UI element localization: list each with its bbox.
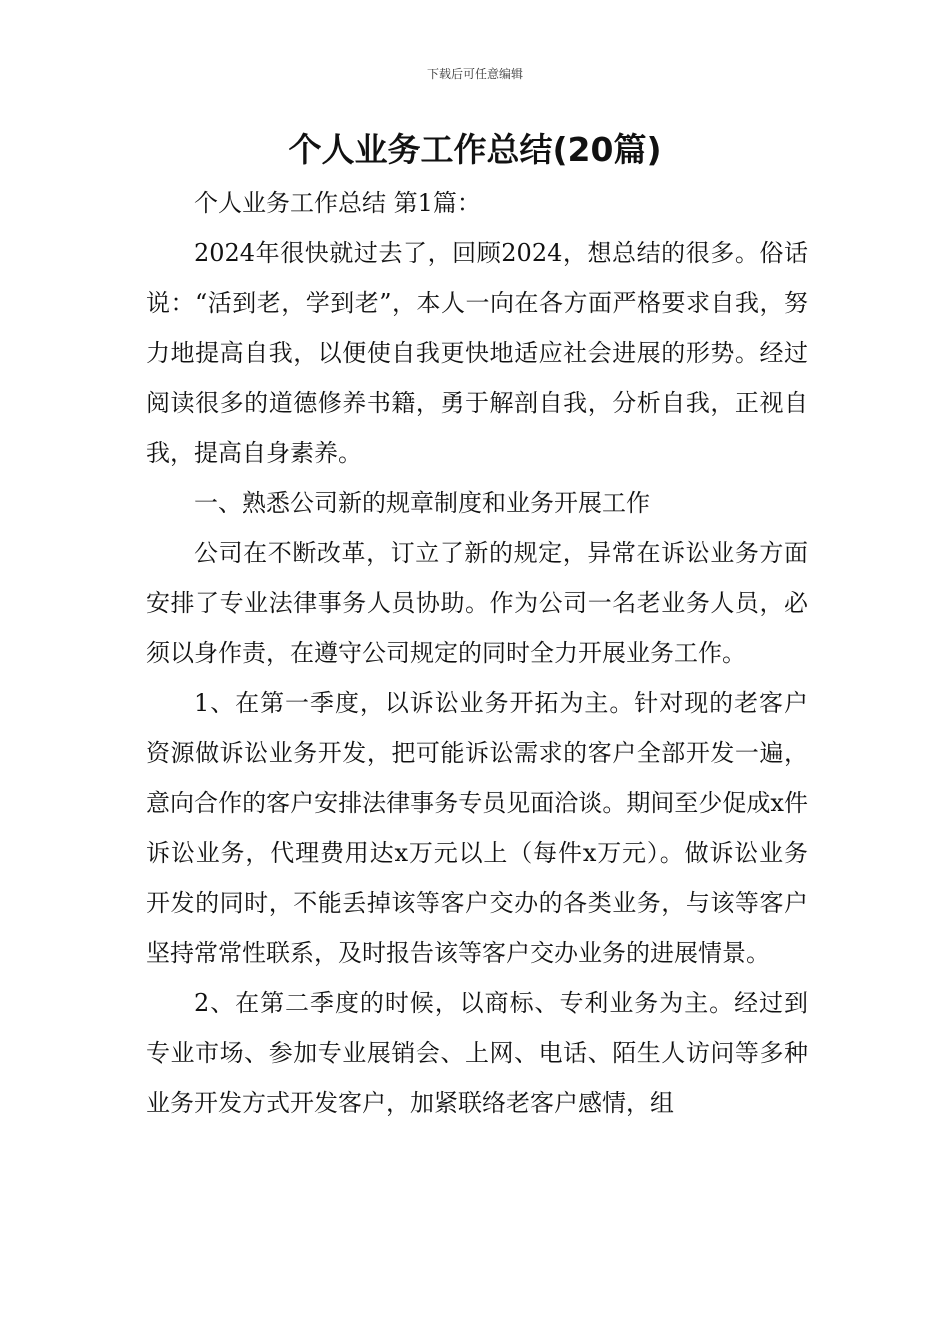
section-heading: 个人业务工作总结 第1篇： [194, 189, 481, 217]
paragraph: 公司在不断改革，订立了新的规定，异常在诉讼业务方面安排了专业法律事务人员协助。作为公司一名老业务人员，必须以身作责，在遵守公司规定的同时全力开展业务工作。 [146, 539, 808, 667]
document-title: 个人业务工作总结(20篇) [288, 130, 662, 169]
subsection-heading: 一、熟悉公司新的规章制度和业务开展工作 [194, 489, 650, 517]
paragraph: 1、在第一季度，以诉讼业务开拓为主。针对现的老客户资源做诉讼业务开发，把可能诉讼需求的客户全部开发一遍，意向合作的客户安排法律事务专员见面洽谈。期间至少促成x件诉讼业务，代理费用达x万元以上（每件x万元）。做诉讼业务开发的同时，不能丢掉该等客户交办的各类业务，与该等客户坚持常常性联系，及时报告该等客户交办业务的进展情景。 [146, 689, 808, 967]
paragraph: 2、在第二季度的时候，以商标、专利业务为主。经过到专业市场、参加专业展销会、上网、电话、陌生人访问等多种业务开发方式开发客户，加紧联络老客户感情，组 [146, 989, 808, 1117]
header-note: 下载后可任意编辑 [426, 67, 523, 81]
paragraph: 2024年很快就过去了，回顾2024，想总结的很多。俗话说：“活到老，学到老”，本人一向在各方面严格要求自我，努力地提高自我，以便使自我更快地适应社会进展的形势。经过阅读很多的道德修养书籍，勇于解剖自我，分析自我，正视自我，提高自身素养。 [146, 239, 808, 467]
document-body [146, 178, 808, 1128]
